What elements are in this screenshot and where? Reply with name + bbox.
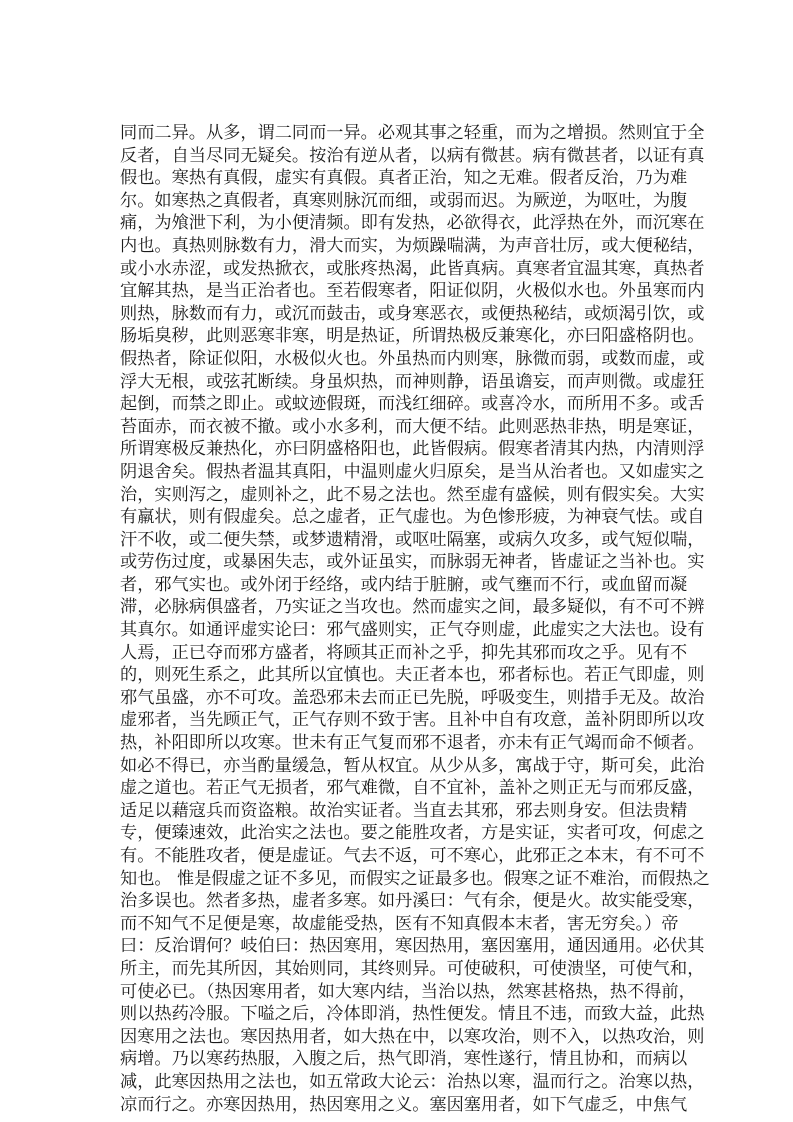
text-line: 病增。乃以寒药热服，入腹之后，热气即消，寒性遂行，情且协和，而病以 [120,1049,688,1070]
text-line: 人焉，正已夺而邪方盛者，将顾其正而补之乎，抑先其邪而攻之乎。见有不 [120,642,688,663]
text-line: 因寒用之法也。寒因热用者，如大热在中，以寒攻治，则不入，以热攻治，则 [120,1026,705,1047]
text-line: 治多误也。然者多热，虚者多寒。如丹溪曰：气有余，便是火。故实能受寒， [120,891,705,912]
text-line: 反者，自当尽同无疑矣。按治有逆从者，以病有微甚。病有微甚者，以证有真 [120,145,705,166]
text-line: 如必不得已，亦当酌量缓急，暂从权宜。从少从多，寓战于守，斯可矣，此治 [120,755,705,776]
text-line: 滞，必脉病俱盛者，乃实证之当攻也。然而虚实之间，最多疑似，有不可不辨 [120,597,705,618]
text-line: 所谓寒极反兼热化，亦曰阴盛格阳也，此皆假病。假寒者清其内热，内清则浮 [120,439,705,460]
text-line: 治，实则泻之，虚则补之，此不易之法也。然至虚有盛候，则有假实矣。大实 [120,484,705,505]
text-line: 而不知气不足便是寒，故虚能受热，医有不知真假本末者，害无穷矣。）帝 [120,913,679,934]
text-line: 肠垢臭秽，此则恶寒非寒，明是热证，所谓热极反兼寒化，亦曰阳盛格阴也。 [120,326,705,347]
text-line: 同而二异。从多，谓二同而一异。必观其事之轻重，而为之增损。然则宜于全 [120,123,705,143]
text-line: 热，补阳即所以攻寒。世未有正气复而邪不退者，亦未有正气竭而命不倾者。 [120,733,705,754]
text-line: 减，此寒因热用之法也，如五常政大论云：治热以寒，温而行之。治寒以热， [120,1071,705,1092]
text-line: 或劳伤过度，或暴困失志，或外证虽实，而脉弱无神者，皆虚证之当补也。实 [120,552,705,573]
text-line: 汗不收，或二便失禁，或梦遗精滑，或呕吐隔塞，或病久攻多，或气短似喘， [120,529,705,550]
text-line: 宜解其热，是当正治者也。至若假寒者，阳证似阴，火极似水也。外虽寒而内 [120,281,705,302]
text-line: 则以热药冷服。下嗌之后，冷体即消，热性便发。情且不违，而致大益，此热 [120,1004,705,1025]
text-line: 假热者，除证似阳，水极似火也。外虽热而内则寒，脉微而弱，或数而虚，或 [120,348,705,369]
text-line: 内也。真热则脉数有力，滑大而实，为烦躁喘满，为声音壮厉，或大便秘结， [120,235,705,256]
text-line: 所主，而先其所因，其始则同，其终则异。可使破积，可使溃坚，可使气和， [120,958,705,979]
text-line: 阴退舍矣。假热者温其真阳，中温则虚火归原矣，是当从治者也。又如虚实之 [120,461,705,482]
text-line: 假也。寒热有真假，虚实有真假。真者正治，知之无难。假者反治，乃为难 [120,168,688,189]
text-line: 其真尔。如通评虚实论曰：邪气盛则实，正气夺则虚，此虚实之大法也。设有 [120,620,705,641]
text-line: 尔。如寒热之真假者，真寒则脉沉而细，或弱而迟。为厥逆，为呕吐，为腹 [120,190,688,211]
text-line: 痛，为飧泄下利，为小便清频。即有发热，必欲得衣，此浮热在外，而沉寒在 [120,213,705,234]
text-line: 或小水赤涩，或发热掀衣，或胀疼热渴，此皆真病。真寒者宜温其寒，真热者 [120,258,705,279]
text-line: 有。不能胜攻者，便是虚证。气去不返，可不寒心，此邪正之本末，有不可不 [120,846,705,866]
text-line: 有羸状，则有假虚矣。总之虚者，正气虚也。为色惨形疲，为神衰气怯。或自 [120,507,705,528]
text-line: 适足以藉寇兵而资盗粮。故治实证者。当直去其邪，邪去则身安。但法贵精 [120,800,688,821]
text-line: 邪气虽盛，亦不可攻。盖恐邪未去而正已先脱，呼吸变生，则措手无及。故治 [120,687,705,708]
text-line: 苔面赤，而衣被不撤。或小水多利，而大便不结。此则恶热非热，明是寒证， [120,416,705,437]
text-line: 虚之道也。若正气无损者，邪气难微，自不宜补，盖补之则正无与而邪反盛， [120,778,705,799]
text-line: 知也。 惟是假虚之证不多见，而假实之证最多也。假寒之证不难治，而假热之 [120,868,710,889]
text-line: 浮大无根，或弦芤断续。身虽炽热，而神则静，语虽谵妄，而声则微。或虚狂 [120,371,705,392]
text-line: 者，邪气实也。或外闭于经络，或内结于脏腑，或气壅而不行，或血留而凝 [120,574,688,595]
text-line: 起倒，而禁之即止。或蚊迹假斑，而浅红细碎。或喜冷水，而所用不多。或舌 [120,394,705,415]
text-line: 曰：反治谓何？岐伯曰：热因寒用，寒因热用，塞因塞用，通因通用。必伏其 [120,936,705,957]
document-body [120,122,710,1116]
text-line: 则热，脉数而有力，或沉而鼓击，或身寒恶衣，或便热秘结，或烦渴引饮，或 [120,303,705,324]
text-line: 虚邪者，当先顾正气，正气存则不致于害。且补中自有攻意，盖补阴即所以攻 [120,710,705,731]
text-line: 凉而行之。亦寒因热用，热因寒用之义。塞因塞用者，如下气虚乏，中焦气 [120,1094,688,1115]
text-line: 的，则死生系之，此其所以宜慎也。夫正者本也，邪者标也。若正气即虚，则 [120,665,705,686]
text-line: 专，便臻速效，此治实之法也。要之能胜攻者，方是实证，实者可攻，何虑之 [120,823,705,844]
text-line: 可使必已。（热因寒用者，如大寒内结，当治以热，然寒甚格热，热不得前， [120,981,696,1002]
